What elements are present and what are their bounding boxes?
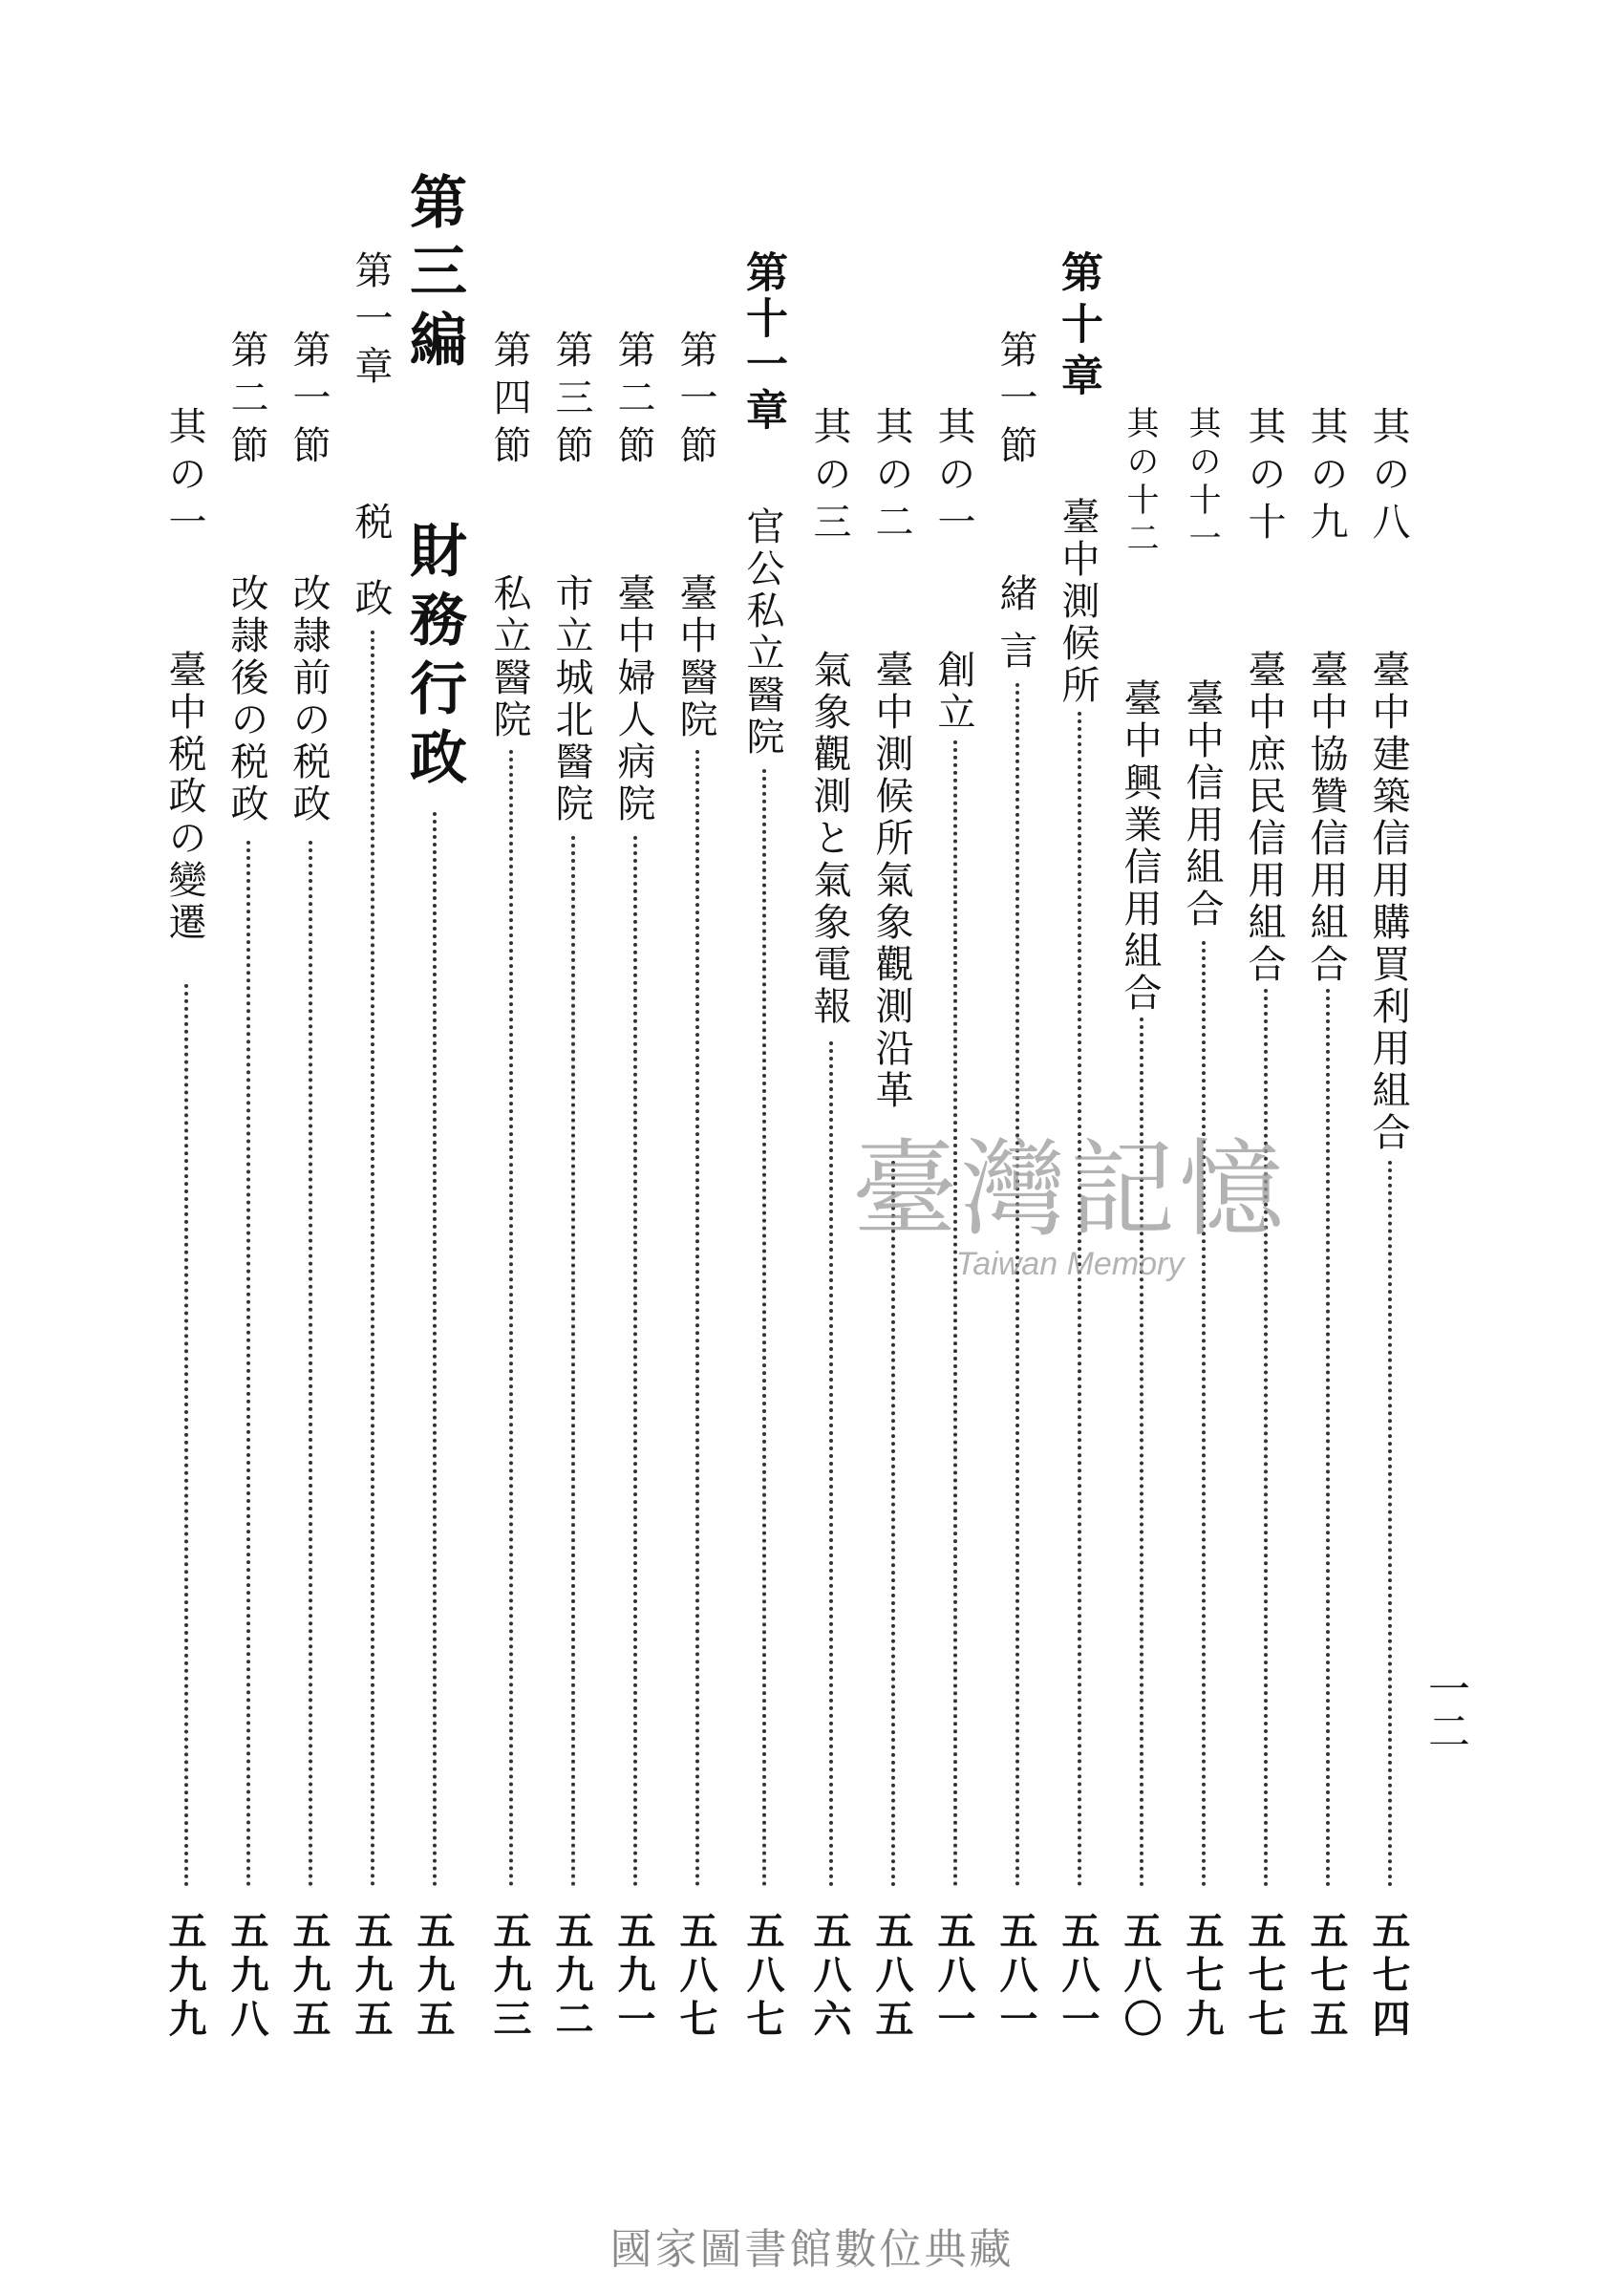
entry-label: 第三編 [400, 172, 467, 378]
entry-page: 五八一 [994, 1911, 1038, 2043]
entry-title: 市立城北醫院 [549, 573, 593, 825]
dot-leader [953, 740, 957, 1887]
toc-entry[interactable] [545, 0, 602, 2102]
toc-entry[interactable] [158, 0, 215, 2102]
dot-leader [184, 984, 188, 1887]
entry-label: 第一節 [287, 330, 331, 473]
entry-page: 五九五 [349, 1911, 394, 2043]
entry-title: 創立 [931, 650, 975, 734]
dot-leader [1078, 712, 1081, 1887]
entry-title: 税政 [349, 502, 393, 654]
entry-page: 五九一 [611, 1911, 656, 2043]
entry-title: 臺中測候所氣象觀測沿革 [869, 650, 913, 1112]
entry-page: 五八一 [1056, 1911, 1100, 2043]
entry-title: 臺中婦人病院 [611, 573, 655, 825]
entry-title: 財務行政 [400, 521, 467, 796]
dot-leader [1388, 1161, 1392, 1887]
toc-entry[interactable] [1051, 0, 1108, 2102]
entry-page: 五七七 [1242, 1911, 1287, 2043]
entry-label: 第十一章 [738, 250, 787, 434]
entry-label: 第一節 [673, 330, 717, 473]
entry-page: 五八一 [931, 1911, 976, 2043]
toc-entry[interactable] [1175, 0, 1232, 2102]
entry-page: 五八六 [807, 1911, 852, 2043]
dot-leader [695, 750, 699, 1887]
watermark-sub: Taiwan Memory [955, 1246, 1185, 1282]
dot-leader [309, 841, 312, 1887]
entry-label: 其の三 [807, 406, 851, 549]
toc-entry[interactable] [865, 0, 922, 2102]
toc-entry[interactable] [989, 0, 1046, 2102]
entry-page: 五七九 [1180, 1911, 1225, 2043]
entry-label: 其の九 [1304, 406, 1348, 549]
dot-leader [509, 750, 513, 1887]
dot-leader [829, 1041, 833, 1887]
entry-page: 五七五 [1304, 1911, 1349, 2043]
entry-page: 五八七 [673, 1911, 718, 2043]
archive-footer: 國家圖書館數位典藏 [609, 2225, 1015, 2274]
toc-entry[interactable] [802, 0, 860, 2102]
dot-leader [633, 836, 637, 1887]
entry-title: 臺中庶民信用組合 [1242, 650, 1286, 986]
toc-entry[interactable] [482, 0, 540, 2102]
dot-leader [1264, 989, 1268, 1887]
entry-label: 第一章 [349, 250, 393, 394]
entry-page: 五九三 [487, 1911, 532, 2043]
page-number: 一二 [1421, 1667, 1469, 1751]
entry-title: 臺中税政の變遷 [162, 650, 206, 944]
toc-entry[interactable] [1361, 0, 1419, 2102]
entry-page: 五九二 [549, 1911, 594, 2043]
entry-title: 氣象觀測と氣象電報 [807, 650, 851, 1028]
entry-title: 官公私立醫院 [740, 506, 784, 759]
dot-leader [891, 1161, 895, 1887]
entry-page: 五八七 [740, 1911, 785, 2043]
dot-leader [246, 841, 250, 1887]
entry-title: 臺中信用組合 [1180, 678, 1224, 931]
entry-page: 五九八 [224, 1911, 269, 2043]
entry-label: 其の十一 [1183, 406, 1221, 559]
entry-label: 其の一 [162, 406, 206, 549]
entry-label: 其の十二 [1121, 406, 1159, 559]
entry-page: 五九五 [287, 1911, 331, 2043]
entry-title: 改隷後の税政 [224, 573, 268, 825]
entry-label: 其の一 [931, 406, 975, 549]
entry-label: 第四節 [487, 330, 531, 473]
entry-page: 五九五 [411, 1911, 456, 2043]
toc-entry[interactable] [220, 0, 277, 2102]
toc-entry[interactable] [669, 0, 726, 2102]
toc-entry[interactable] [607, 0, 664, 2102]
entry-title: 臺中醫院 [673, 573, 717, 741]
entry-label: 其の八 [1366, 406, 1410, 549]
watermark-main: 臺灣記憶 [852, 1128, 1288, 1251]
entry-title: 改隷前の税政 [287, 573, 331, 825]
entry-label: 第二節 [224, 330, 268, 473]
entry-page: 五七四 [1366, 1911, 1411, 2043]
entry-page: 五九九 [162, 1911, 207, 2043]
dot-leader [1202, 941, 1206, 1887]
entry-label: 第一節 [994, 330, 1037, 473]
toc-entry[interactable] [401, 0, 468, 2102]
entry-label: 第二節 [611, 330, 655, 473]
entry-label: 其の二 [869, 406, 913, 549]
dot-leader [1326, 989, 1330, 1887]
toc-entry[interactable] [1299, 0, 1357, 2102]
toc-entry[interactable] [1113, 0, 1170, 2102]
entry-title: 臺中興業信用組合 [1118, 678, 1162, 1015]
entry-title: 私立醫院 [487, 573, 531, 741]
entry-title: 緒言 [994, 573, 1037, 688]
entry-title: 臺中測候所 [1056, 497, 1100, 707]
toc-entry[interactable] [927, 0, 984, 2102]
dot-leader [433, 812, 437, 1887]
toc-entry[interactable] [1237, 0, 1294, 2102]
entry-title: 臺中建築信用購買利用組合 [1366, 650, 1410, 1154]
toc-entry[interactable] [344, 0, 401, 2102]
dot-leader [571, 836, 575, 1887]
toc-entry[interactable] [736, 0, 793, 2102]
dot-leader [1140, 1018, 1143, 1887]
entry-label: 第十章 [1054, 250, 1102, 405]
toc-entry[interactable] [282, 0, 339, 2102]
entry-label: 第三節 [549, 330, 593, 473]
dot-leader [1015, 683, 1019, 1887]
dot-leader [371, 631, 374, 1887]
dot-leader [762, 769, 766, 1887]
entry-page: 五八五 [869, 1911, 914, 2043]
entry-title: 臺中協贊信用組合 [1304, 650, 1348, 986]
entry-page: 五八〇 [1118, 1911, 1163, 2043]
entry-label: 其の十 [1242, 406, 1286, 549]
